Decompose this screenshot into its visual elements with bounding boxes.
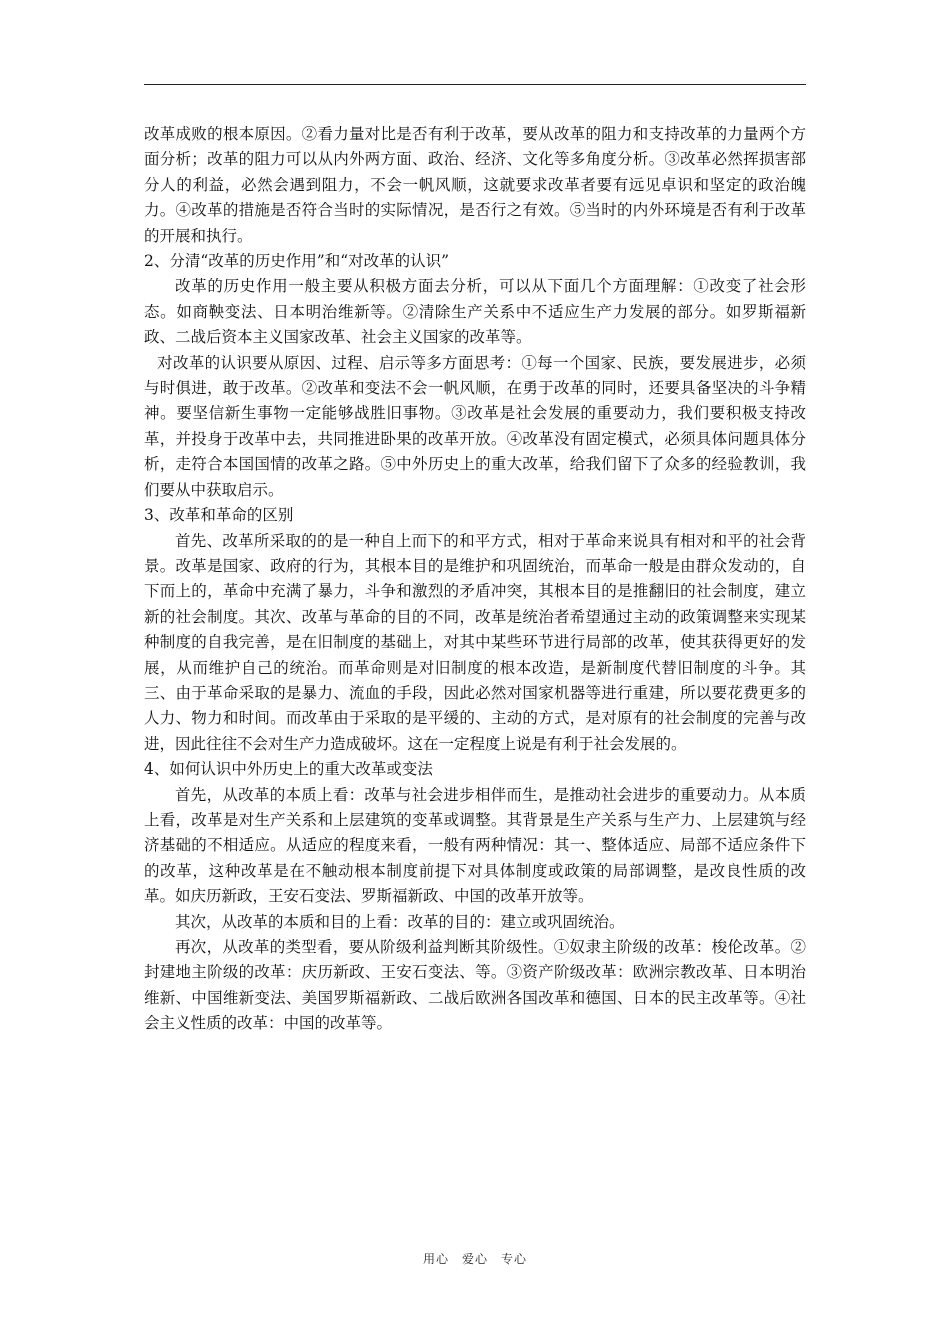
paragraph-understanding-reform: 对改革的认识要从原因、过程、启示等多方面思考：①每一个国家、民族，要发展进步，必须与时俱进，敢于改革。②改革和变法不会一帆风顺，在勇于改革的同时，还要具备坚决的斗争精神。要坚信新生事物一定能够战胜旧事物。③改革是社会发展的重要动力，我们要积极支持改革，并投身于改革中去，共同推进卧果的改革开放。④改革没有固定模式，必须具体问题具体分析，走符合本国国情的改革之路。⑤中外历史上的重大改革，给我们留下了众多的经验教训，我们要从中获取启示。 bbox=[144, 353, 806, 499]
paragraph-types-of-reform: 再次，从改革的类型看，要从阶级利益判断其阶级性。①奴隶主阶级的改革：梭伦改革。②封建地主阶级的改革：庆历新政、王安石变法、等。③资产阶级改革：欧洲宗教改革、日本明治维新、中国维新变法、美国罗斯福新政、二战后欧洲各国改革和德国、日本的民主改革等。④社会主义性质的改革：中国的改革等。 bbox=[144, 938, 806, 1033]
paragraph-purpose-of-reform: 其次，从改革的本质和目的上看：改革的目的：建立或巩固统治。 bbox=[175, 912, 625, 931]
paragraph-reform-vs-revolution: 首先、改革所采取的的是一种自上而下的和平方式，相对于革命来说具有相对和平的社会背景。改革是国家、政府的行为，其根本目的是维护和巩固统治，而革命一般是由群众发动的，自下而上的，革命中充满了暴力，斗争和激烈的矛盾冲突，其根本目的是推翻旧的社会制度，建立新的社会制度。其次、改革与革命的目的不同，改革是统治者希望通过主动的政策调整来实现某种制度的自我完善，是在旧制度的基础上，对其中某些环节进行局部的改革，使其获得更好的发展，从而维护自己的统治。而革命则是对旧制度的根本改造，是新制度代替旧制度的斗争。其三、由于革命采取的是暴力、流血的手段，因此必然对国家机器等进行重建，所以要花费更多的人力、物力和时间。而改革由于采取的是平缓的、主动的方式，是对原有的社会制度的完善与改进，因此往往不会对生产力造成破坏。这在一定程度上说是有利于社会发展的。 bbox=[144, 531, 806, 753]
section-heading-2: 2、分清“改革的历史作用”和“对改革的认识” bbox=[144, 252, 450, 271]
section-heading-3: 3、改革和革命的区别 bbox=[144, 506, 294, 525]
page-footer: 用心 爱心 专心 bbox=[422, 1252, 527, 1266]
document-body bbox=[144, 122, 806, 1037]
paragraph-reform-causes-continued: 改革成败的根本原因。②看力量对比是否有利于改革，要从改革的阻力和支持改革的力量两个方面分析；改革的阻力可以从内外两方面、政治、经济、文化等多角度分析。③改革必然挥损害部分人的利益，必然会遇到阻力，不会一帆风顺，这就要求改革者要有远见卓识和坚定的政治魄力。④改革的措施是否符合当时的实际情况，是否行之有效。⑤当时的内外环境是否有利于改革的开展和执行。 bbox=[144, 125, 806, 245]
paragraph-nature-of-reform: 首先，从改革的本质上看：改革与社会进步相伴而生，是推动社会进步的重要动力。从本质上看，改革是对生产关系和上层建筑的变革或调整。其背景是生产关系与生产力、上层建筑与经济基础的不相适应。从适应的程度来看，一般有两种情况：其一、整体适应、局部不适应条件下的改革，这种改革是在不触动根本制度前提下对具体制度或政策的局部调整，是改良性质的改革。如庆历新政，王安石变法、罗斯福新政、中国的改革开放等。 bbox=[144, 785, 806, 906]
header-rule bbox=[144, 84, 806, 85]
paragraph-historical-role: 改革的历史作用一般主要从积极方面去分析，可以从下面几个方面理解：①改变了社会形态。如商鞅变法、日本明治维新等。②清除生产关系中不适应生产力发展的部分。如罗斯福新政、二战后资本主义国家改革、社会主义国家的改革等。 bbox=[144, 277, 806, 347]
section-heading-4: 4、如何认识中外历史上的重大改革或变法 bbox=[144, 760, 433, 779]
